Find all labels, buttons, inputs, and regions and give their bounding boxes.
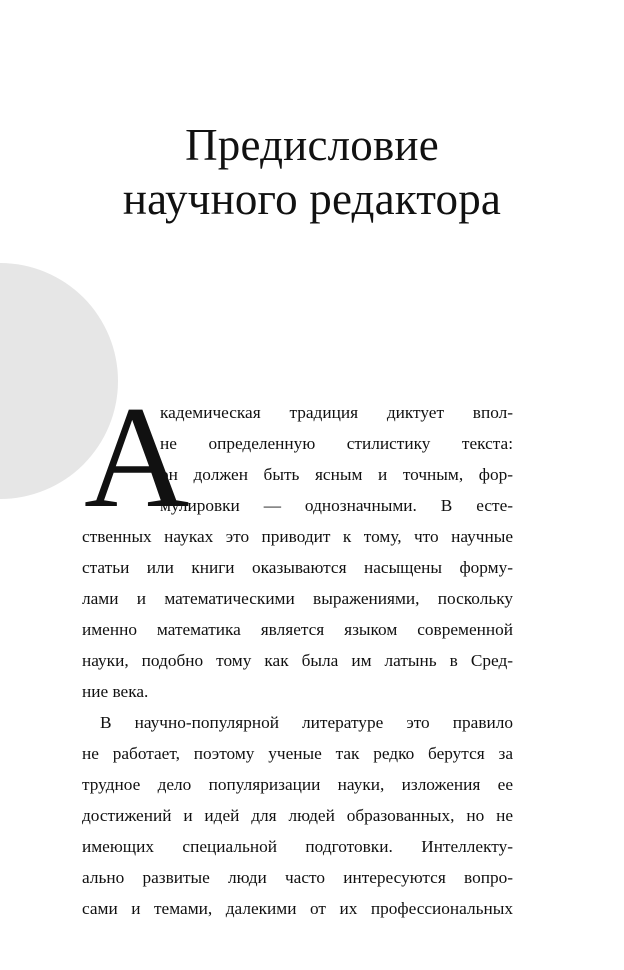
text-line: кадемическая традиция диктует впол- <box>160 403 513 422</box>
chapter-title-line-1: Предисловие <box>185 120 439 170</box>
chapter-title-line-2: научного редактора <box>122 174 502 224</box>
text-line: сами и темами, далекими от их профессиональных <box>82 899 513 918</box>
text-line: именно математика является языком современной <box>82 620 513 639</box>
text-line: имеющих специальной подготовки. Интеллекту- <box>82 837 513 856</box>
text-line: лами и математическими выражениями, поскольку <box>82 589 513 608</box>
text-line: трудное дело популяризации науки, изложения ее <box>82 775 513 794</box>
drop-cap: А <box>84 376 190 538</box>
text-line: ально развитые люди часто интересуются вопро- <box>82 868 513 887</box>
text-line: науки, подобно тому как была им латынь в Сред- <box>82 651 513 670</box>
text-line: ственных науках это приводит к тому, что научные <box>82 527 513 546</box>
text-line: он должен быть ясным и точным, фор- <box>160 465 513 484</box>
chapter-title <box>0 118 624 226</box>
text-line: статьи или книги оказываются насыщены форму- <box>82 558 513 577</box>
text-line: не определенную стилистику текста: <box>160 434 513 453</box>
text-line: достижений и идей для людей образованных, но не <box>82 806 513 825</box>
text-line: В научно-популярной литературе это правило <box>100 713 513 732</box>
text-line: мулировки — однозначными. В есте- <box>160 496 513 515</box>
text-line: не работает, поэтому ученые так редко берутся за <box>82 744 513 763</box>
text-line: ние века. <box>82 682 149 701</box>
